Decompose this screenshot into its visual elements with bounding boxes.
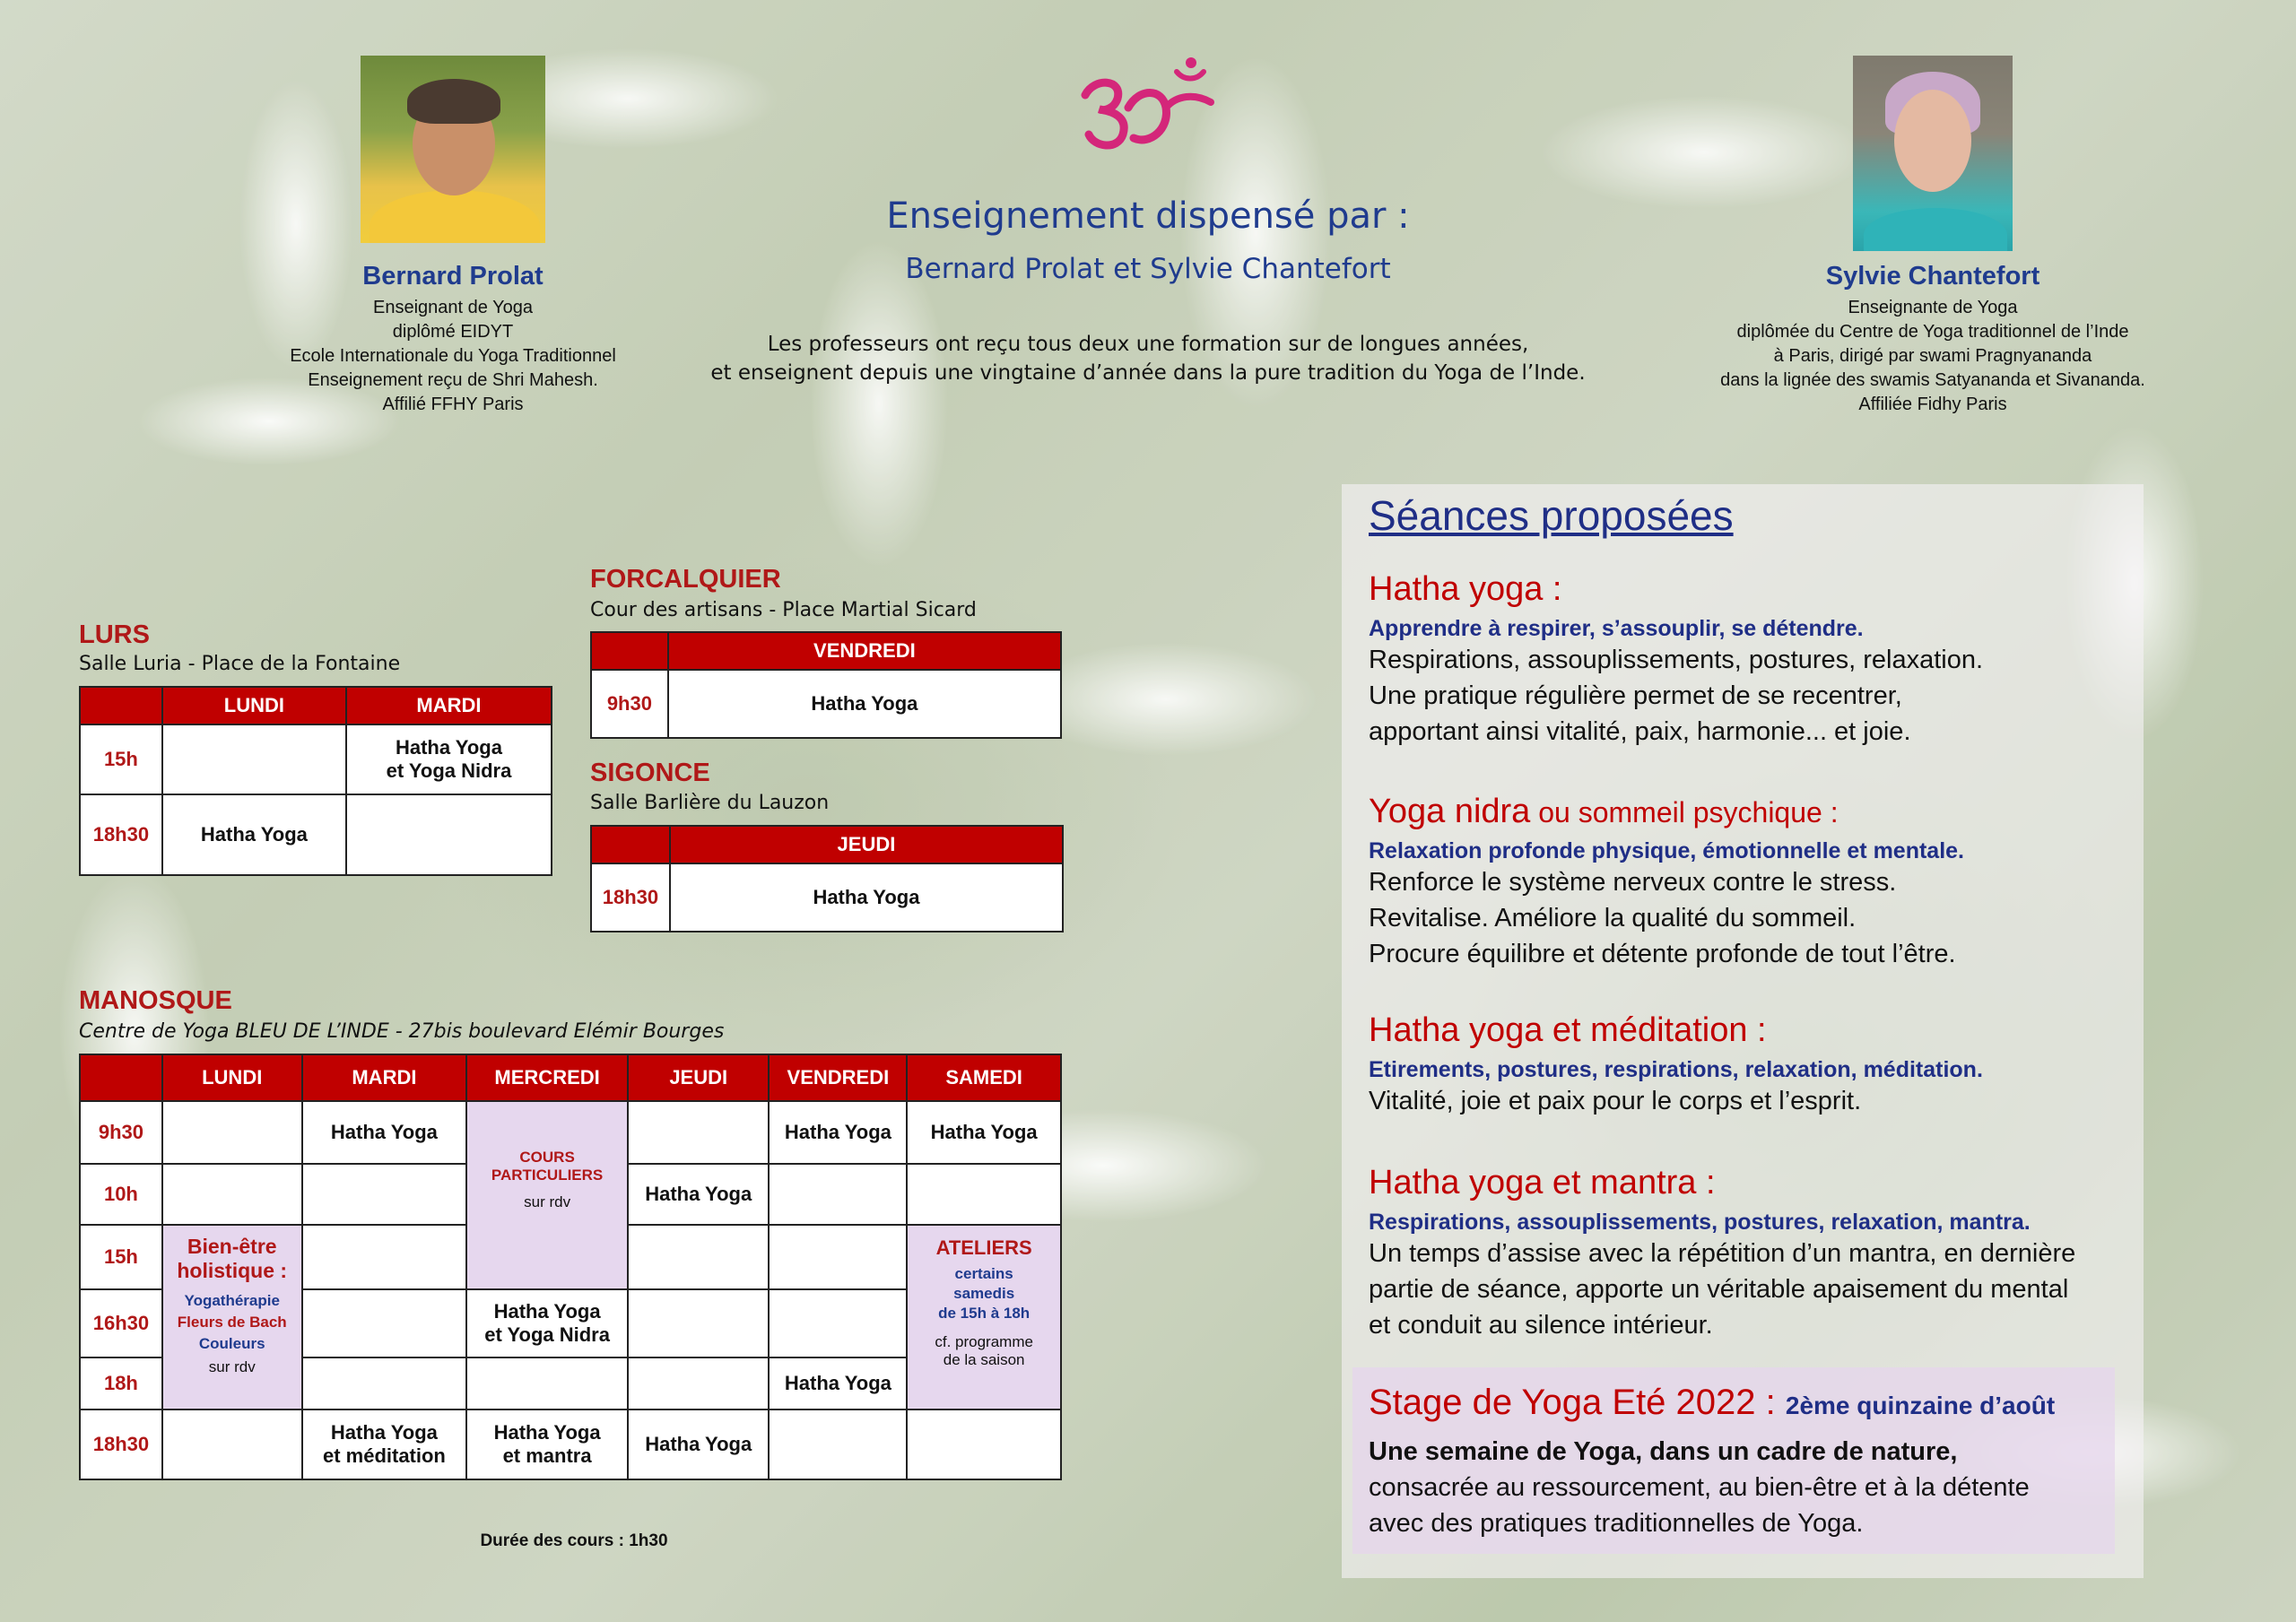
ateliers-cell: ATELIERS certains samedis de 15h à 18h cf. programme de la saison (907, 1225, 1061, 1409)
sylvie-photo (1853, 56, 2013, 251)
bernard-photo (361, 56, 545, 243)
bien-etre-cell: Bien-être holistique : Yogathérapie Fleurs de Bach Couleurs sur rdv (162, 1225, 302, 1409)
time-cell: 15h (80, 724, 162, 794)
class-cell: Hatha Yoga (628, 1409, 770, 1479)
stage-ete: Stage de Yoga Eté 2022 : 2ème quinzaine d’août Une semaine de Yoga, dans un cadre de nature, consacrée au ressourcement, au bien-être et à la détente avec des pratiques traditionnelles de Yoga. (1369, 1383, 2056, 1538)
time-cell: 18h30 (80, 1409, 162, 1479)
table-row (80, 1409, 1061, 1479)
schedule-table-lurs (79, 686, 552, 876)
schedule-table-sigonce (590, 825, 1064, 932)
table-row (591, 670, 1061, 738)
teacher-name-bernard: Bernard Prolat (362, 262, 544, 291)
table-row (80, 724, 552, 794)
teacher-name-sylvie: Sylvie Chantefort (1825, 262, 2040, 291)
time-cell: 9h30 (80, 1101, 162, 1164)
seance-hatha-yoga: Hatha yoga : Apprendre à respirer, s’assouplir, se détendre. Respirations, assouplissements, postures, relaxation. Une pratique régulière permet de se recentrer, apportant ainsi vitalité, paix, harmonie... et joie. (1369, 570, 1984, 746)
venue-address-manosque: Centre de Yoga BLEU DE L’INDE - 27bis boulevard Elémir Bourges (79, 1020, 725, 1043)
table-row (80, 1101, 1061, 1164)
time-cell: 10h (80, 1164, 162, 1225)
schedule-table-manosque (79, 1054, 1062, 1480)
cours-particuliers-cell: COURS PARTICULIERS sur rdv (466, 1101, 628, 1289)
time-cell: 18h30 (591, 863, 670, 932)
col-header: MERCREDI (466, 1054, 628, 1101)
venue-name-sigonce: SIGONCE (590, 759, 710, 787)
teacher-bio-sylvie: Enseignante de Yoga diplômée du Centre de Yoga traditionnel de l’Inde à Paris, dirigé par swami Pragnyananda dans la lignée des swamis Satyananda et Sivananda. Affiliée Fidhy Paris (1720, 298, 2145, 414)
time-cell: 18h (80, 1357, 162, 1409)
class-cell: Hatha Yoga et mantra (466, 1409, 628, 1479)
header-intro: Les professeurs ont reçu tous deux une formation sur de longues années, et enseignent depuis une vingtaine d’année dans la pure tradition du Yoga de l’Inde. (710, 333, 1586, 385)
seances-title: Séances proposées (1369, 492, 1734, 539)
class-cell: Hatha Yoga (769, 1101, 907, 1164)
time-cell: 9h30 (591, 670, 668, 738)
col-header: MARDI (346, 687, 552, 724)
time-cell: 15h (80, 1225, 162, 1289)
class-cell: Hatha Yoga (769, 1357, 907, 1409)
class-cell: Hatha Yoga (670, 863, 1063, 932)
col-header: VENDREDI (668, 632, 1061, 670)
venue-name-lurs: LURS (79, 620, 150, 649)
seance-hatha-meditation: Hatha yoga et méditation : Etirements, postures, respirations, relaxation, méditation. Vitalité, joie et paix pour le corps et l’esprit. (1369, 1011, 1983, 1115)
class-cell: Hatha Yoga et méditation (302, 1409, 467, 1479)
class-cell: Hatha Yoga et Yoga Nidra (466, 1289, 628, 1357)
col-header: SAMEDI (907, 1054, 1061, 1101)
om-symbol-icon (1076, 52, 1220, 160)
class-cell: Hatha Yoga (668, 670, 1061, 738)
class-cell: Hatha Yoga (302, 1101, 467, 1164)
class-cell: Hatha Yoga et Yoga Nidra (346, 724, 552, 794)
time-cell: 18h30 (80, 794, 162, 875)
col-header: MARDI (302, 1054, 467, 1101)
time-cell: 16h30 (80, 1289, 162, 1357)
venue-address-forcalquier: Cour des artisans - Place Martial Sicard (590, 599, 977, 621)
venue-name-forcalquier: FORCALQUIER (590, 565, 781, 594)
venue-address-sigonce: Salle Barlière du Lauzon (590, 792, 830, 814)
table-row (80, 794, 552, 875)
col-header: VENDREDI (769, 1054, 907, 1101)
venue-name-manosque: MANOSQUE (79, 986, 232, 1015)
col-header: LUNDI (162, 1054, 302, 1101)
seance-hatha-mantra: Hatha yoga et mantra : Respirations, assouplissements, postures, relaxation, mantra. Un temps d’assise avec la répétition d’un mantra, en dernière partie de séance, apporte un véritable apaisement du mental et conduit au silence intérieur. (1369, 1164, 2076, 1340)
duree-text: Durée des cours : 1h30 (480, 1531, 668, 1550)
class-cell: Hatha Yoga (907, 1101, 1061, 1164)
class-cell: Hatha Yoga (628, 1164, 770, 1225)
class-cell: Hatha Yoga (162, 794, 346, 875)
col-header: JEUDI (670, 826, 1063, 863)
seance-yoga-nidra: Yoga nidra ou sommeil psychique : Relaxation profonde physique, émotionnelle et mentale. Renforce le système nerveux contre le stress. Revitalise. Améliore la qualité du sommeil. Procure équilibre et détente profonde de tout l’être. (1369, 793, 1965, 968)
header-subtitle: Bernard Prolat et Sylvie Chantefort (905, 253, 1391, 285)
header-title: Enseignement dispensé par : (886, 195, 1410, 237)
col-header: LUNDI (162, 687, 346, 724)
venue-address-lurs: Salle Luria - Place de la Fontaine (79, 653, 401, 675)
col-header: JEUDI (628, 1054, 770, 1101)
schedule-table-forcalquier (590, 631, 1062, 739)
teacher-bio-bernard: Enseignant de Yoga diplômé EIDYT Ecole Internationale du Yoga Traditionnel Enseignement reçu de Shri Mahesh. Affilié FFHY Paris (290, 298, 616, 414)
table-row (591, 863, 1063, 932)
